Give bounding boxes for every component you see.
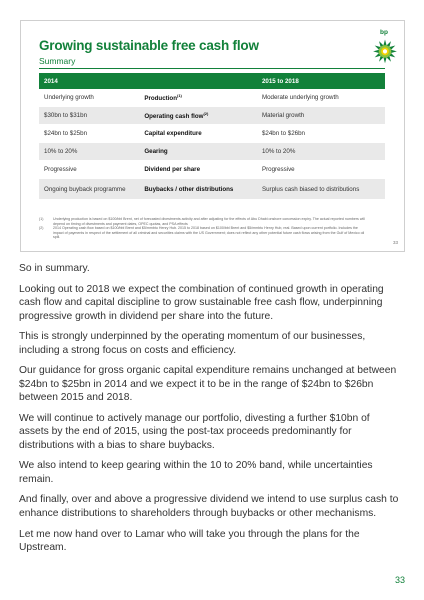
transcript-paragraph: This is strongly underpinned by the operating momentum of our businesses, including a strong focus on costs and efficiency. [19, 331, 366, 356]
metric-label: Operating cash flow [144, 113, 204, 121]
footnote-number: (2) [39, 226, 44, 231]
transcript-paragraph: Let me now hand over to Lamar who will take you through the plans for the Upstream. [19, 528, 360, 553]
transcript-paragraph: So in summary. [19, 263, 90, 274]
table-row [39, 179, 385, 200]
footnote [39, 217, 369, 226]
row-2015-2018-value: Surplus cash biased to distributions [257, 179, 385, 200]
slide-footnotes [39, 217, 369, 240]
row-2014-value: $24bn to $25bn [39, 125, 139, 143]
table-row [39, 125, 385, 143]
header-2014: 2014 [39, 73, 139, 89]
table-row [39, 161, 385, 179]
row-2014-value: Ongoing buyback programme [39, 179, 139, 200]
row-2015-2018-value: Moderate underlying growth [257, 89, 385, 107]
header-metric [139, 73, 257, 89]
footnote-text: Underlying production is based on $100/bbl Brent, net of forecasted divestments activity and after adjusting for the effects of Abu Dhabi onshore concession expiry. The actual reported numbers will depend on timing of divestments and payment dates, OPEC quotas, and PSA effects [53, 217, 365, 226]
transcript-paragraph: Looking out to 2018 we expect the combination of continued growth in operating cash flow and capital discipline to grow sustainable free cash flow, underpinning progressive growth in dividend per share into the future. [19, 283, 384, 322]
row-2014-value: 10% to 20% [39, 143, 139, 161]
metric-label: Production [144, 95, 177, 103]
slide-title: Growing sustainable free cash flow [39, 38, 259, 53]
page-number: 33 [394, 575, 405, 585]
table-header-row [39, 73, 385, 89]
row-2014-value: $30bn to $31bn [39, 107, 139, 125]
row-2015-2018-value: Material growth [257, 107, 385, 125]
row-metric [139, 89, 257, 107]
table-row [39, 143, 385, 161]
table-row [39, 89, 385, 107]
row-2015-2018-value: 10% to 20% [257, 143, 385, 161]
row-metric [139, 161, 257, 179]
transcript-paragraph: We also intend to keep gearing within the 10 to 20% band, while uncertainties remain. [19, 460, 373, 485]
metric-label: Dividend per share [144, 166, 201, 173]
row-2014-value: Progressive [39, 161, 139, 179]
row-metric [139, 125, 257, 143]
metric-label: Capital expenditure [144, 130, 202, 137]
row-metric [139, 143, 257, 161]
bp-helios-logo-icon [371, 35, 399, 65]
row-2015-2018-value: $24bn to $26bn [257, 125, 385, 143]
table-row [39, 107, 385, 125]
footnote [39, 226, 369, 240]
transcript-paragraph: We will continue to actively manage our portfolio, divesting a further $10bn of assets by the end of 2015, using the post-tax proceeds predominantly for distributions with a bias to share buybacks. [19, 412, 370, 451]
summary-table [39, 73, 385, 200]
footnote-text: 2014 Operating cash flow based on $100/bbl Brent and $5/mmbtu Henry Hub. 2015 to 2018 based on $100/bbl Brent and $5/mmbtu Henry Hub, real. Based upon current portfolio. Includes the impact of payments in respect of the settlement of all criminal and securities claims with the US Government; does not reflect any other potential future cash flows arising from the Gulf of Mexico oil spill. [53, 226, 365, 240]
footnote-ref: (2) [203, 111, 209, 117]
footnote-ref: (1) [176, 93, 182, 99]
header-2015-2018: 2015 to 2018 [257, 73, 385, 89]
slide-panel [20, 20, 405, 252]
row-metric [139, 107, 257, 125]
slide-page-number: 33 [392, 240, 398, 245]
row-metric [139, 179, 257, 200]
transcript-paragraph: Our guidance for gross organic capital expenditure remains unchanged at between $24bn to $25bn in 2014 and we expect it to be in the range of $24bn to $26bn between 2015 and 2018. [19, 365, 397, 404]
slide-subtitle: Summary [39, 56, 76, 66]
transcript-paragraph: And finally, over and above a progressive dividend we intend to use surplus cash to enhance distributions to shareholders through buybacks or other mechanisms. [19, 494, 399, 519]
row-2015-2018-value: Progressive [257, 161, 385, 179]
transcript-text [19, 262, 399, 562]
footnote-number: (1) [39, 217, 44, 221]
metric-label: Buybacks / other distributions [144, 185, 234, 193]
bp-logo-text: bp [380, 29, 388, 36]
metric-label: Gearing [144, 148, 168, 155]
subtitle-divider [39, 68, 385, 69]
row-2014-value: Underlying growth [39, 89, 139, 107]
